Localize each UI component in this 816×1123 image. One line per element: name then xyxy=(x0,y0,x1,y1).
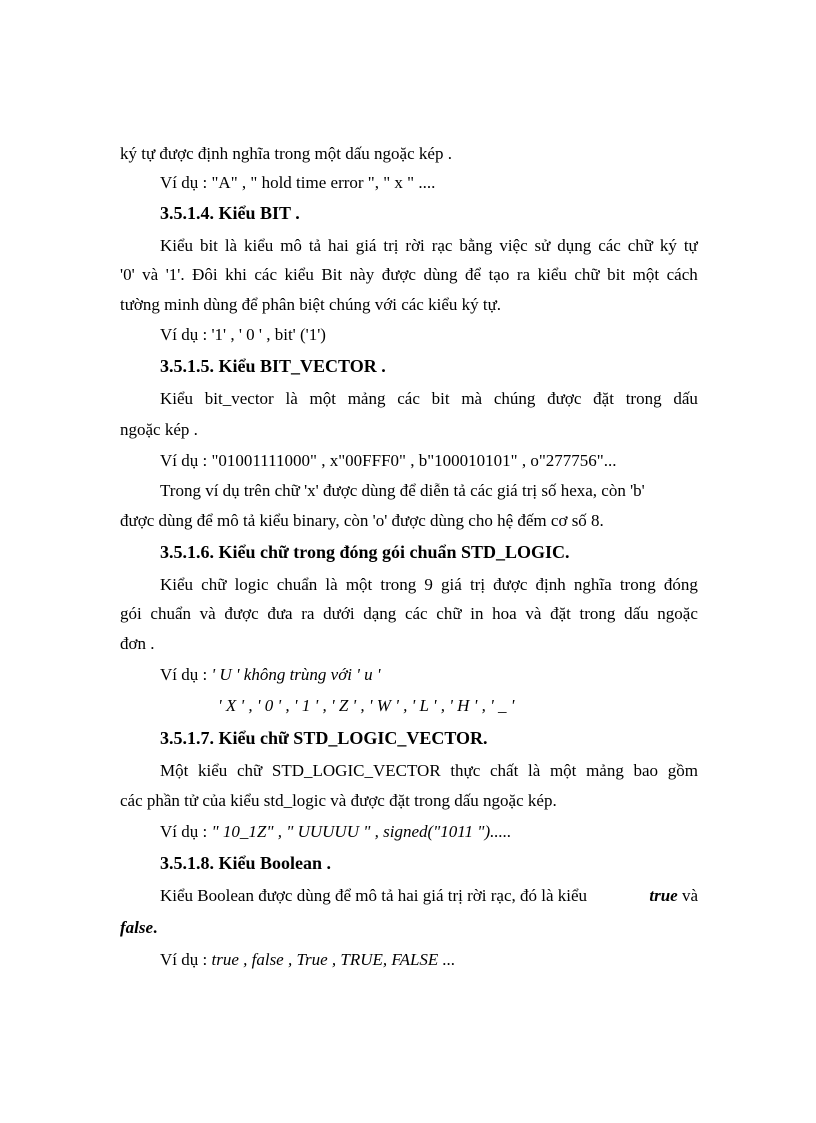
word: ngoặc xyxy=(657,604,698,623)
word: kiểu xyxy=(198,761,228,780)
example-text: " 10_1Z" , " UUUUU " , signed("1011 ")..... xyxy=(211,822,512,841)
section-heading-boolean: 3.5.1.8. Kiểu Boolean . xyxy=(160,853,332,873)
word: chúng xyxy=(493,389,536,408)
word: mảng xyxy=(586,761,624,780)
word: Kiểu xyxy=(160,236,194,255)
word: nghĩa xyxy=(573,575,612,594)
example-label: Ví dụ : xyxy=(160,451,208,470)
paragraph-line xyxy=(160,886,698,906)
word: cách xyxy=(666,265,698,284)
paragraph-line xyxy=(120,918,157,938)
word: dụng xyxy=(557,236,592,255)
word: và xyxy=(142,265,159,284)
word: chữ xyxy=(436,604,462,623)
word: Bit xyxy=(321,265,343,284)
word: là xyxy=(224,236,238,255)
word: mô xyxy=(280,236,302,255)
word: mảng xyxy=(347,389,386,408)
word: chữ xyxy=(236,761,263,780)
word: một xyxy=(632,265,660,284)
word: kiểu xyxy=(244,236,274,255)
paragraph-line xyxy=(160,575,698,595)
word: dùng xyxy=(423,265,458,284)
word: được xyxy=(381,265,416,284)
word: ký xyxy=(659,236,677,255)
example-line xyxy=(160,325,326,345)
word: '0' xyxy=(120,265,135,284)
example-text: "01001111000" , x"00FFF0" , b"100010101" , o"277756"... xyxy=(211,451,617,470)
word: chuẩn xyxy=(150,604,191,623)
word: Kiểu xyxy=(160,389,194,408)
paragraph-line: các phần tử của kiểu std_logic và được đặt trong dấu ngoặc kép. xyxy=(120,791,557,810)
word: một xyxy=(549,761,577,780)
word: các xyxy=(254,265,278,284)
word: tự xyxy=(683,236,698,255)
word: logic xyxy=(234,575,269,594)
word: giá xyxy=(355,236,377,255)
word: chữ xyxy=(201,575,227,594)
word: và xyxy=(199,604,216,623)
word: định xyxy=(535,575,566,594)
word: Đôi xyxy=(192,265,218,284)
word: bao xyxy=(633,761,659,780)
word: 9 xyxy=(424,575,433,594)
paragraph-line: ký tự được định nghĩa trong một dấu ngoặc kép . xyxy=(120,144,452,163)
word: trong xyxy=(619,575,656,594)
paragraph-line xyxy=(160,761,698,781)
word: được xyxy=(224,604,259,623)
word: trong xyxy=(380,575,417,594)
word: kiểu xyxy=(537,265,567,284)
paragraph-text: . xyxy=(153,918,158,937)
word: trong xyxy=(625,389,662,408)
word: các xyxy=(397,389,420,408)
word: kiểu xyxy=(284,265,314,284)
word: bằng xyxy=(459,236,493,255)
word: Một xyxy=(160,761,189,780)
section-heading-bit: 3.5.1.4. Kiểu BIT . xyxy=(160,203,300,223)
paragraph-line: tường minh dùng để phân biệt chúng với các kiểu ký tự. xyxy=(120,295,502,314)
word: chữ xyxy=(627,236,654,255)
word: đóng xyxy=(663,575,698,594)
word: bit xyxy=(607,265,626,284)
word: để xyxy=(465,265,482,284)
paragraph-line xyxy=(160,236,698,256)
word: một xyxy=(345,575,373,594)
word: dạng xyxy=(363,604,397,623)
paragraph-line: Trong ví dụ trên chữ 'x' được dùng để diễn tả các giá trị số hexa, còn 'b' xyxy=(160,481,645,500)
word: rạc xyxy=(431,236,453,255)
keyword-true: true xyxy=(649,886,678,905)
word: chữ xyxy=(574,265,600,284)
word: là xyxy=(527,761,541,780)
word: STD_LOGIC_VECTOR xyxy=(271,761,441,780)
example-line xyxy=(160,173,435,193)
example-text: "A" , " hold time error ", " x " .... xyxy=(211,173,436,192)
word: đặt xyxy=(593,389,614,408)
word: rời xyxy=(405,236,425,255)
word: các xyxy=(404,604,428,623)
word: '1'. xyxy=(165,265,185,284)
word: chất xyxy=(489,761,519,780)
section-heading-std-logic-vector: 3.5.1.7. Kiểu chữ STD_LOGIC_VECTOR. xyxy=(160,728,488,748)
word: tả xyxy=(308,236,322,255)
word: mà xyxy=(461,389,483,408)
word: Kiểu xyxy=(160,575,194,594)
word: việc xyxy=(499,236,528,255)
example-label: Ví dụ : xyxy=(160,950,208,969)
example-label: Ví dụ : xyxy=(160,822,208,841)
word: bit xyxy=(199,236,218,255)
section-heading-bit-vector: 3.5.1.5. Kiểu BIT_VECTOR . xyxy=(160,356,386,376)
example-text: '1' , ' 0 ' , bit' ('1') xyxy=(211,325,326,344)
example-label: Ví dụ : xyxy=(160,325,208,344)
paragraph-line xyxy=(160,389,698,409)
word: trị xyxy=(383,236,399,255)
section-heading-std-logic: 3.5.1.6. Kiểu chữ trong đóng gói chuẩn STD_LOGIC. xyxy=(160,542,570,562)
word: là xyxy=(325,575,338,594)
word: dấu xyxy=(624,604,649,623)
example-text: true , false , True , TRUE, FALSE ... xyxy=(211,950,456,969)
paragraph-line xyxy=(120,265,698,285)
example-line xyxy=(160,822,511,842)
example-line xyxy=(160,665,381,685)
word: trong xyxy=(579,604,616,623)
keyword-false: false xyxy=(120,918,154,937)
paragraph-line: được dùng để mô tả kiểu binary, còn 'o' được dùng cho hệ đếm cơ số 8. xyxy=(120,511,604,530)
word: khi xyxy=(225,265,247,284)
example-line xyxy=(160,451,616,471)
word: một xyxy=(309,389,336,408)
word: giá xyxy=(441,575,462,594)
example-continuation: ' X ' , ' 0 ' , ' 1 ' , ' Z ' , ' W ' , ' L ' , ' H ' , ' _ ' xyxy=(218,696,515,715)
word: hai xyxy=(328,236,349,255)
word: tạo xyxy=(488,265,510,284)
paragraph-line: đơn . xyxy=(120,634,155,653)
word: gói xyxy=(120,604,142,623)
word: in xyxy=(470,604,484,623)
word: trị xyxy=(469,575,486,594)
word: này xyxy=(349,265,375,284)
example-label: Ví dụ : xyxy=(160,173,208,192)
word: thực xyxy=(450,761,481,780)
word: đưa xyxy=(267,604,293,623)
example-text: ' U ' không trùng với ' u ' xyxy=(211,665,381,684)
word: ra xyxy=(516,265,531,284)
paragraph-text: Kiểu Boolean được dùng để mô tả hai giá trị rời rạc, đó là kiểu xyxy=(160,886,588,905)
word: đặt xyxy=(550,604,571,623)
word: và xyxy=(525,604,542,623)
paragraph-line xyxy=(120,604,698,624)
paragraph-text: và xyxy=(681,886,698,905)
word: ra xyxy=(301,604,315,623)
word: gồm xyxy=(667,761,698,780)
word: bit xyxy=(431,389,450,408)
word: các xyxy=(598,236,621,255)
word: bit_vector xyxy=(204,389,274,408)
example-line xyxy=(160,950,455,970)
word: được xyxy=(547,389,582,408)
word: được xyxy=(493,575,528,594)
word: hoa xyxy=(492,604,517,623)
example-label: Ví dụ : xyxy=(160,665,208,684)
word: dưới xyxy=(323,604,355,623)
word: chuẩn xyxy=(276,575,318,594)
word: dấu xyxy=(673,389,698,408)
paragraph-line: ngoặc kép . xyxy=(120,420,198,439)
word: là xyxy=(285,389,298,408)
word: sử xyxy=(534,236,551,255)
